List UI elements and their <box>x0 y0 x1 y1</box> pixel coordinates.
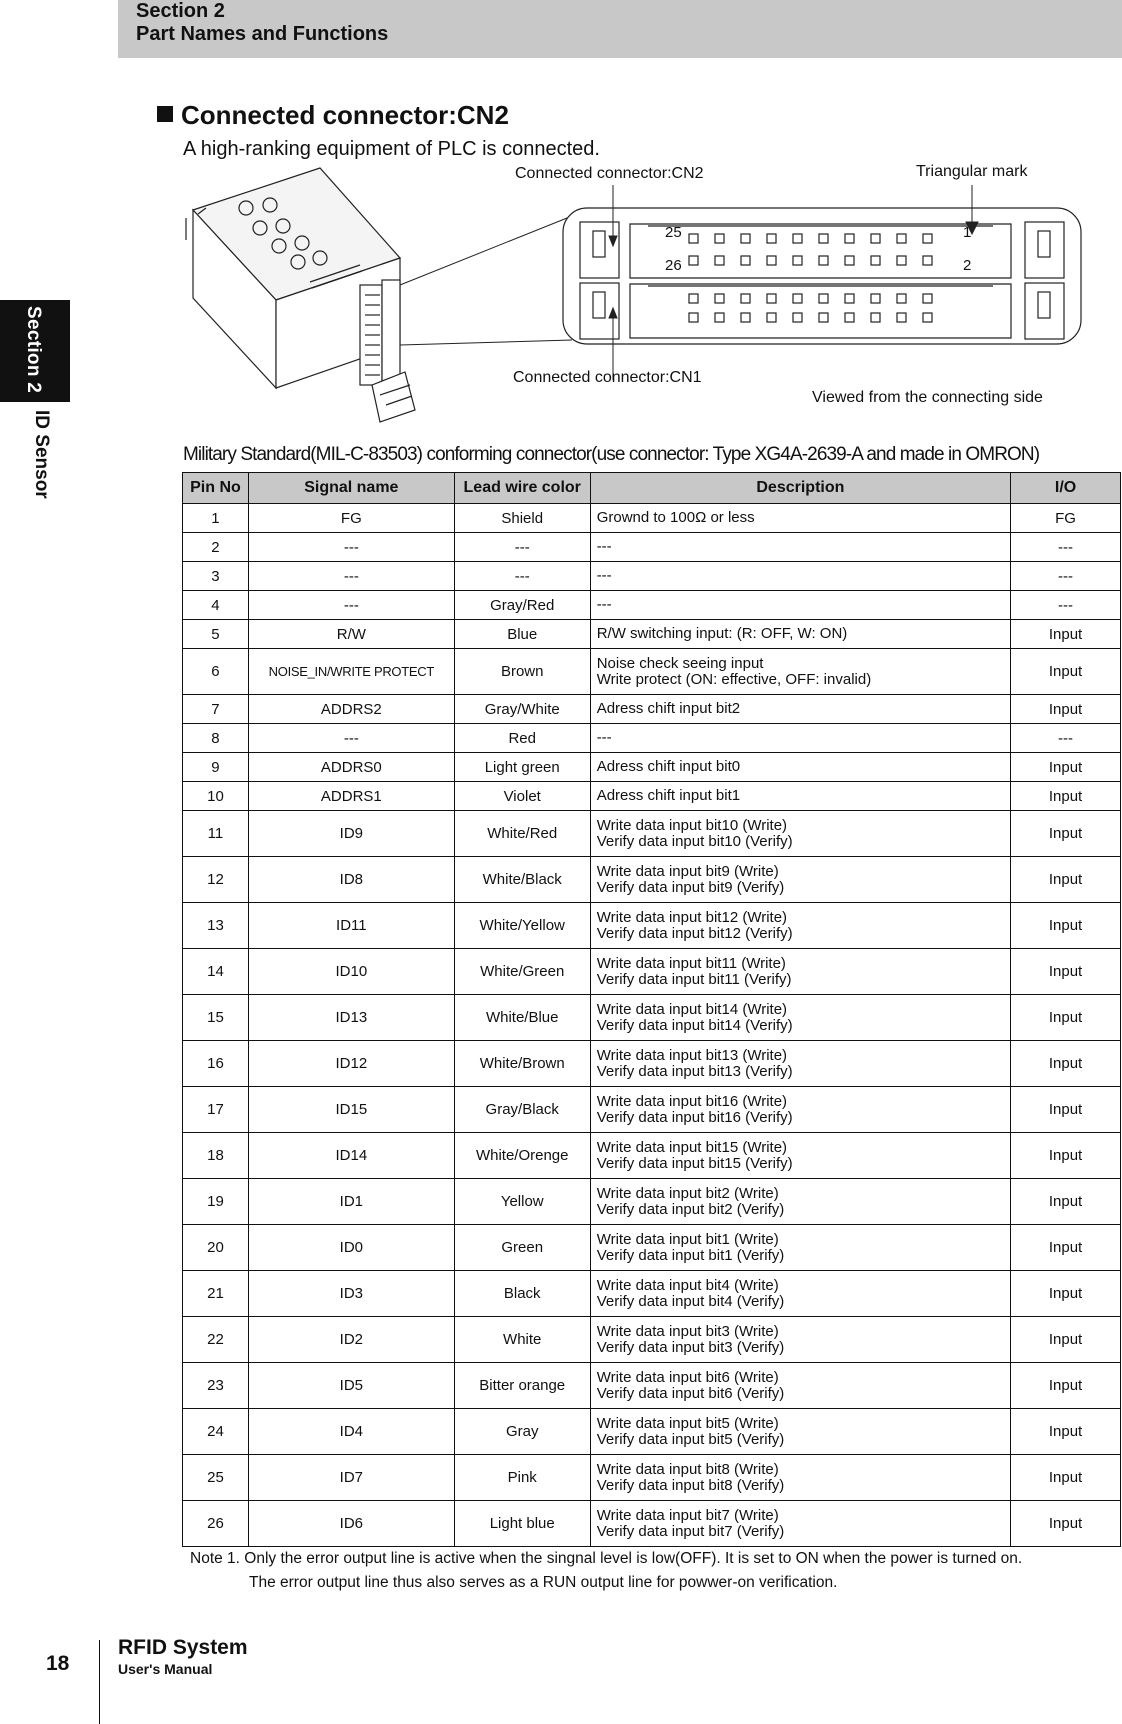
color-cell: Gray/Black <box>454 1087 590 1133</box>
description-cell <box>590 1133 1010 1179</box>
table-row <box>183 1271 1121 1317</box>
table-row <box>183 782 1121 811</box>
pin-25-label: 25 <box>665 224 682 241</box>
signal-cell: ID10 <box>248 949 454 995</box>
signal-cell: ID12 <box>248 1041 454 1087</box>
pin-cell: 7 <box>183 695 249 724</box>
pin-cell: 24 <box>183 1409 249 1455</box>
description-cell <box>590 857 1010 903</box>
table-row <box>183 811 1121 857</box>
color-cell: Gray/White <box>454 695 590 724</box>
description-line-1: Write data input bit10 (Write) <box>596 816 788 834</box>
signal-cell: ADDRS1 <box>248 782 454 811</box>
table-row <box>183 649 1121 695</box>
color-cell: Brown <box>454 649 590 695</box>
io-cell: Input <box>1011 1133 1121 1179</box>
pin-cell: 2 <box>183 533 249 562</box>
signal-cell: ID6 <box>248 1501 454 1547</box>
color-cell: Shield <box>454 504 590 533</box>
signal-cell: --- <box>248 724 454 753</box>
description-cell <box>590 782 1010 811</box>
description-line-1: Write data input bit9 (Write) <box>596 862 779 880</box>
description-line-2: Verify data input bit6 (Verify) <box>596 1384 785 1402</box>
io-cell: Input <box>1011 1455 1121 1501</box>
color-cell: Gray/Red <box>454 591 590 620</box>
description-line-1: Write data input bit7 (Write) <box>596 1506 779 1524</box>
io-cell: --- <box>1011 533 1121 562</box>
description-cell <box>590 811 1010 857</box>
color-cell: Violet <box>454 782 590 811</box>
description-cell <box>590 504 1010 533</box>
color-cell: White/Red <box>454 811 590 857</box>
signal-cell: --- <box>248 533 454 562</box>
io-cell: Input <box>1011 782 1121 811</box>
description-line-2: Verify data input bit10 (Verify) <box>596 832 793 850</box>
color-cell: Red <box>454 724 590 753</box>
signal-cell: NOISE_IN/WRITE PROTECT <box>248 649 454 695</box>
description-line-2: Verify data input bit9 (Verify) <box>596 878 785 896</box>
manual-title: RFID System <box>118 1636 248 1659</box>
footer-divider <box>99 1640 100 1724</box>
color-cell: Black <box>454 1271 590 1317</box>
pin-cell: 14 <box>183 949 249 995</box>
pin-cell: 22 <box>183 1317 249 1363</box>
table-row <box>183 591 1121 620</box>
table-row <box>183 995 1121 1041</box>
table-row <box>183 1363 1121 1409</box>
description-line-1: Write data input bit8 (Write) <box>596 1460 779 1478</box>
section-number: Section 2 <box>136 0 225 22</box>
description-line-1: --- <box>596 729 612 746</box>
signal-cell: ADDRS0 <box>248 753 454 782</box>
description-cell <box>590 1455 1010 1501</box>
pin-cell: 10 <box>183 782 249 811</box>
description-line-2: Verify data input bit7 (Verify) <box>596 1522 785 1540</box>
table-row <box>183 562 1121 591</box>
table-row <box>183 724 1121 753</box>
description-line-1: Write data input bit5 (Write) <box>596 1414 779 1432</box>
io-cell: Input <box>1011 1271 1121 1317</box>
table-row <box>183 504 1121 533</box>
description-cell <box>590 562 1010 591</box>
io-cell: Input <box>1011 649 1121 695</box>
signal-cell: ID4 <box>248 1409 454 1455</box>
description-cell <box>590 695 1010 724</box>
description-line-2: Write protect (ON: effective, OFF: invalid) <box>596 670 872 688</box>
table-row <box>183 1225 1121 1271</box>
color-cell: White/Yellow <box>454 903 590 949</box>
table-row <box>183 533 1121 562</box>
table-row <box>183 857 1121 903</box>
pin-cell: 23 <box>183 1363 249 1409</box>
description-cell <box>590 753 1010 782</box>
description-cell <box>590 949 1010 995</box>
description-line-2: Verify data input bit4 (Verify) <box>596 1292 785 1310</box>
color-cell: White/Green <box>454 949 590 995</box>
table-row <box>183 1179 1121 1225</box>
page-number: 18 <box>46 1652 70 1675</box>
io-cell: Input <box>1011 1225 1121 1271</box>
description-line-1: --- <box>596 567 612 584</box>
description-line-2: Verify data input bit12 (Verify) <box>596 924 793 942</box>
table-row <box>183 1455 1121 1501</box>
header-lead-wire-color: Lead wire color <box>454 473 590 504</box>
section-title: Part Names and Functions <box>136 23 389 45</box>
color-cell: --- <box>454 562 590 591</box>
note-line-1: Note 1. Only the error output line is active when the singnal level is low(OFF). It is set to ON when the power is turned on. <box>190 1550 1023 1567</box>
pin-cell: 1 <box>183 504 249 533</box>
description-line-1: Write data input bit16 (Write) <box>596 1092 788 1110</box>
header-pin-no: Pin No <box>183 473 249 504</box>
signal-cell: ID1 <box>248 1179 454 1225</box>
table-row <box>183 1087 1121 1133</box>
signal-cell: ID13 <box>248 995 454 1041</box>
description-line-1: Write data input bit2 (Write) <box>596 1184 779 1202</box>
description-line-1: Grownd to 100Ω or less <box>596 509 755 526</box>
description-cell <box>590 1317 1010 1363</box>
description-cell <box>590 1179 1010 1225</box>
io-cell: Input <box>1011 620 1121 649</box>
description-line-2: Verify data input bit1 (Verify) <box>596 1246 785 1264</box>
io-cell: Input <box>1011 903 1121 949</box>
io-cell: Input <box>1011 811 1121 857</box>
signal-cell: ID9 <box>248 811 454 857</box>
io-cell: Input <box>1011 753 1121 782</box>
description-line-1: --- <box>596 538 612 555</box>
description-line-1: Adress chift input bit0 <box>596 758 741 775</box>
signal-cell: ID11 <box>248 903 454 949</box>
connector-face <box>563 208 1081 344</box>
table-row <box>183 1409 1121 1455</box>
io-cell: Input <box>1011 1363 1121 1409</box>
table-row <box>183 1317 1121 1363</box>
description-line-1: Adress chift input bit2 <box>596 700 741 717</box>
description-cell <box>590 724 1010 753</box>
side-section-label: Section 2 <box>23 306 44 394</box>
table-header-row <box>183 473 1121 504</box>
signal-cell: FG <box>248 504 454 533</box>
color-cell: Bitter orange <box>454 1363 590 1409</box>
pin-cell: 4 <box>183 591 249 620</box>
signal-cell: ADDRS2 <box>248 695 454 724</box>
description-line-1: Write data input bit11 (Write) <box>596 954 786 972</box>
color-cell: White/Orenge <box>454 1133 590 1179</box>
color-cell: White/Blue <box>454 995 590 1041</box>
description-line-2: Verify data input bit8 (Verify) <box>596 1476 785 1494</box>
signal-cell: --- <box>248 591 454 620</box>
description-cell <box>590 1409 1010 1455</box>
description-line-2: Verify data input bit2 (Verify) <box>596 1200 785 1218</box>
io-cell: --- <box>1011 724 1121 753</box>
table-row <box>183 1501 1121 1547</box>
pin-cell: 15 <box>183 995 249 1041</box>
signal-cell: ID3 <box>248 1271 454 1317</box>
description-line-1: Adress chift input bit1 <box>596 787 741 804</box>
pin-cell: 12 <box>183 857 249 903</box>
signal-cell: --- <box>248 562 454 591</box>
description-line-1: Write data input bit3 (Write) <box>596 1322 779 1340</box>
description-line-1: Noise check seeing input <box>596 654 764 672</box>
signal-cell: ID2 <box>248 1317 454 1363</box>
io-cell: FG <box>1011 504 1121 533</box>
signal-cell: R/W <box>248 620 454 649</box>
intro-text: A high-ranking equipment of PLC is connected. <box>183 138 600 160</box>
signal-cell: ID7 <box>248 1455 454 1501</box>
header-description: Description <box>590 473 1010 504</box>
pin-cell: 21 <box>183 1271 249 1317</box>
io-cell: Input <box>1011 1179 1121 1225</box>
description-line-1: --- <box>596 596 612 613</box>
signal-cell: ID0 <box>248 1225 454 1271</box>
description-line-1: Write data input bit14 (Write) <box>596 1000 788 1018</box>
description-cell <box>590 591 1010 620</box>
note-line-2: The error output line thus also serves as a RUN output line for powwer-on verification. <box>249 1574 838 1591</box>
pin-cell: 16 <box>183 1041 249 1087</box>
io-cell: Input <box>1011 949 1121 995</box>
pin-1-label: 1 <box>963 224 972 241</box>
color-cell: Light blue <box>454 1501 590 1547</box>
sensor-unit-drawing <box>186 168 415 422</box>
description-cell <box>590 533 1010 562</box>
pin-cell: 3 <box>183 562 249 591</box>
color-cell: --- <box>454 533 590 562</box>
connector-standard-caption: Military Standard(MIL-C-83503) conforming connector(use connector: Type XG4A-2639-A and made in OMRON) <box>183 444 1040 465</box>
pin-cell: 19 <box>183 1179 249 1225</box>
description-cell <box>590 1087 1010 1133</box>
description-line-1: R/W switching input: (R: OFF, W: ON) <box>596 625 848 642</box>
pin-cell: 13 <box>183 903 249 949</box>
description-line-2: Verify data input bit14 (Verify) <box>596 1016 793 1034</box>
signal-cell: ID15 <box>248 1087 454 1133</box>
table-row <box>183 620 1121 649</box>
description-line-1: Write data input bit13 (Write) <box>596 1046 788 1064</box>
pin-cell: 11 <box>183 811 249 857</box>
table-row <box>183 1133 1121 1179</box>
color-cell: White/Black <box>454 857 590 903</box>
description-line-1: Write data input bit15 (Write) <box>596 1138 788 1156</box>
description-cell <box>590 1501 1010 1547</box>
io-cell: Input <box>1011 1317 1121 1363</box>
header-signal-name: Signal name <box>248 473 454 504</box>
description-line-2: Verify data input bit11 (Verify) <box>596 970 792 988</box>
side-topic-label: ID Sensor <box>31 410 52 499</box>
description-line-2: Verify data input bit3 (Verify) <box>596 1338 785 1356</box>
description-cell <box>590 1271 1010 1317</box>
color-cell: Blue <box>454 620 590 649</box>
io-cell: Input <box>1011 695 1121 724</box>
table-row <box>183 903 1121 949</box>
description-line-2: Verify data input bit13 (Verify) <box>596 1062 793 1080</box>
description-line-2: Verify data input bit15 (Verify) <box>596 1154 793 1172</box>
header-io: I/O <box>1011 473 1121 504</box>
color-cell: Green <box>454 1225 590 1271</box>
io-cell: Input <box>1011 1501 1121 1547</box>
pin-cell: 20 <box>183 1225 249 1271</box>
color-cell: Gray <box>454 1409 590 1455</box>
pin-cell: 6 <box>183 649 249 695</box>
description-cell <box>590 903 1010 949</box>
io-cell: Input <box>1011 1087 1121 1133</box>
pin-2-label: 2 <box>963 257 972 274</box>
heading-text: Connected connector:CN2 <box>181 100 509 130</box>
table-row <box>183 695 1121 724</box>
io-cell: Input <box>1011 1041 1121 1087</box>
viewed-side-label: Viewed from the connecting side <box>812 389 1043 406</box>
signal-cell: ID14 <box>248 1133 454 1179</box>
pin-cell: 25 <box>183 1455 249 1501</box>
description-line-1: Write data input bit12 (Write) <box>596 908 788 926</box>
description-line-2: Verify data input bit16 (Verify) <box>596 1108 793 1126</box>
pin-26-label: 26 <box>665 257 682 274</box>
table-row <box>183 753 1121 782</box>
description-line-1: Write data input bit1 (Write) <box>596 1230 779 1248</box>
description-cell <box>590 649 1010 695</box>
description-cell <box>590 1041 1010 1087</box>
table-row <box>183 949 1121 995</box>
io-cell: --- <box>1011 591 1121 620</box>
description-line-1: Write data input bit4 (Write) <box>596 1276 779 1294</box>
color-cell: Light green <box>454 753 590 782</box>
leader-lines <box>400 216 572 345</box>
pin-cell: 9 <box>183 753 249 782</box>
pin-table <box>182 472 1121 1547</box>
description-cell <box>590 1363 1010 1409</box>
io-cell: Input <box>1011 857 1121 903</box>
color-cell: White <box>454 1317 590 1363</box>
color-cell: Yellow <box>454 1179 590 1225</box>
color-cell: White/Brown <box>454 1041 590 1087</box>
pin-cell: 5 <box>183 620 249 649</box>
io-cell: Input <box>1011 995 1121 1041</box>
io-cell: --- <box>1011 562 1121 591</box>
cn1-label: Connected connector:CN1 <box>513 369 702 386</box>
pin-cell: 8 <box>183 724 249 753</box>
table-row <box>183 1041 1121 1087</box>
manual-subtitle: User's Manual <box>118 1661 213 1677</box>
cn2-label: Connected connector:CN2 <box>515 165 704 182</box>
signal-cell: ID5 <box>248 1363 454 1409</box>
pin-cell: 26 <box>183 1501 249 1547</box>
color-cell: Pink <box>454 1455 590 1501</box>
description-line-1: Write data input bit6 (Write) <box>596 1368 779 1386</box>
description-cell <box>590 1225 1010 1271</box>
triangular-mark-label: Triangular mark <box>916 163 1028 180</box>
pin-cell: 17 <box>183 1087 249 1133</box>
description-cell <box>590 620 1010 649</box>
io-cell: Input <box>1011 1409 1121 1455</box>
signal-cell: ID8 <box>248 857 454 903</box>
pin-cell: 18 <box>183 1133 249 1179</box>
description-cell <box>590 995 1010 1041</box>
description-line-2: Verify data input bit5 (Verify) <box>596 1430 785 1448</box>
